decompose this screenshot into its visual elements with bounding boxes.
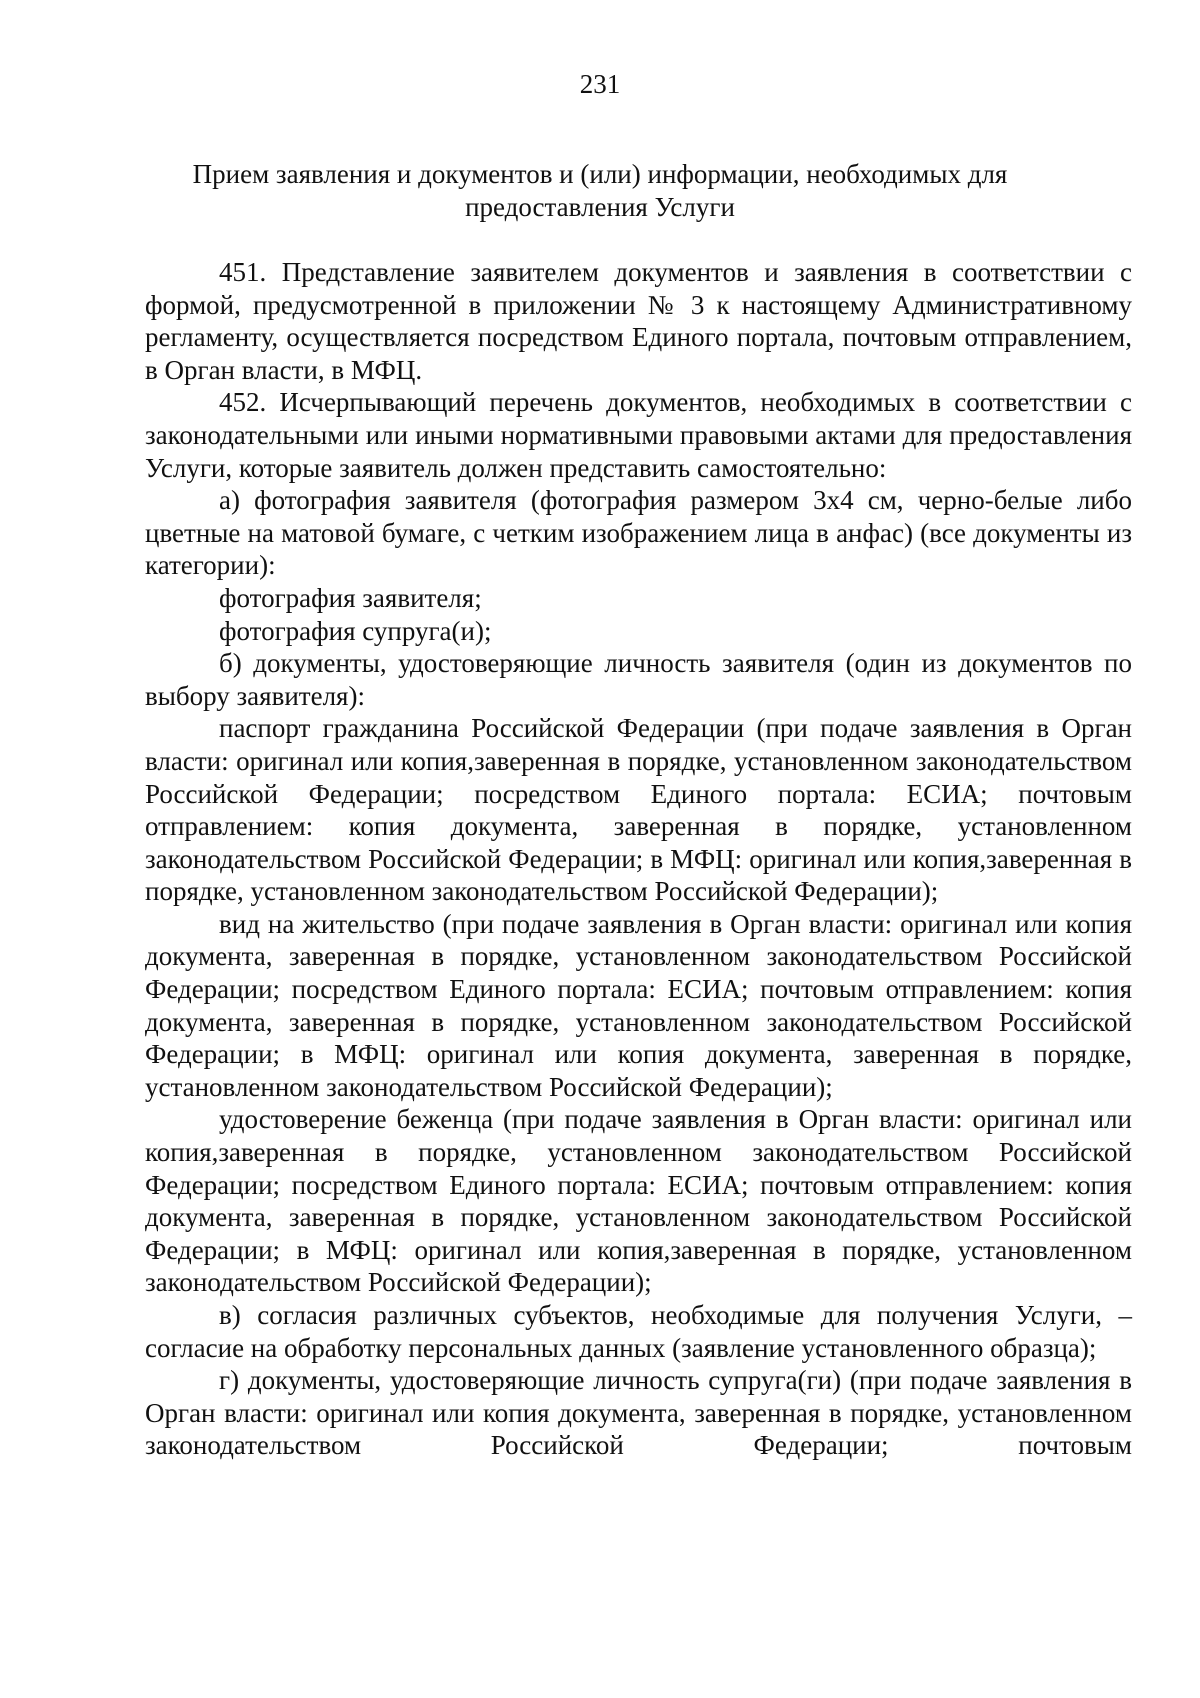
list-item: фотография заявителя; <box>219 582 482 613</box>
section-heading: Прием заявления и документов и (или) информации, необходимых для предоставления Услуги <box>192 159 1008 222</box>
document-body <box>145 256 1132 1462</box>
paragraph-452: 452. Исчерпывающий перечень документов, необходимых в соответствии с законодательными или иными нормативными правовыми актами для предоставления Услуги, которые заявитель должен представить самостоятельно: <box>145 387 1132 483</box>
paragraph-451: 451. Представление заявителем документов и заявления в соответствии с формой, предусмотренной в приложении № 3 к настоящему Административному регламенту, осуществляется посредством Единого портала, почтовым отправлением, в Орган власти, в МФЦ. <box>145 257 1132 385</box>
list-item: фотография супруга(и); <box>219 615 492 646</box>
paragraph-passport: паспорт гражданина Российской Федерации (при подаче заявления в Орган власти: оригинал или копия,заверенная в порядке, установленном законодательством Российской Федерации; посредством Единого портала: ЕСИА; почтовым отправлением: копия документа, заверенная в порядке, установленном законодательством Российской Федерации; в МФЦ: оригинал или копия,заверенная в порядке, установленном законодательством Российской Федерации); <box>145 713 1132 907</box>
paragraph-residence-permit: вид на жительство (при подаче заявления в Орган власти: оригинал или копия документа, заверенная в порядке, установленном законодательством Российской Федерации; посредством Единого портала: ЕСИА; почтовым отправлением: копия документа, заверенная в порядке, установленном законодательством Российской Федерации; в МФЦ: оригинал или копия документа, заверенная в порядке, установленном законодательством Российской Федерации); <box>145 908 1132 1102</box>
paragraph-b-identity-docs: б) документы, удостоверяющие личность заявителя (один из документов по выбору заявителя): <box>145 648 1132 711</box>
paragraph-v-consents: в) согласия различных субъектов, необходимые для получения Услуги, – согласие на обработку персональных данных (заявление установленного образца); <box>145 1300 1132 1363</box>
paragraph-g-spouse-docs: г) документы, удостоверяющие личность супруга(ги) (при подаче заявления в Орган власти: оригинал или копия документа, заверенная в порядке, установленном законодательством Российской Федерации; почтовым <box>145 1365 1132 1461</box>
paragraph-refugee-certificate: удостоверение беженца (при подаче заявления в Орган власти: оригинал или копия,заверенная в порядке, установленном законодательством Российской Федерации; посредством Единого портала: ЕСИА; почтовым отправлением: копия документа, заверенная в порядке, установленном законодательством Российской Федерации; в МФЦ: оригинал или копия,заверенная в порядке, установленном законодательством Российской Федерации); <box>145 1104 1132 1298</box>
page-number: 231 <box>579 69 621 99</box>
paragraph-a-photo: а) фотография заявителя (фотография размером 3x4 см, черно-белые либо цветные на матовой бумаге, с четким изображением лица в анфас) (все документы из категории): <box>145 485 1132 581</box>
